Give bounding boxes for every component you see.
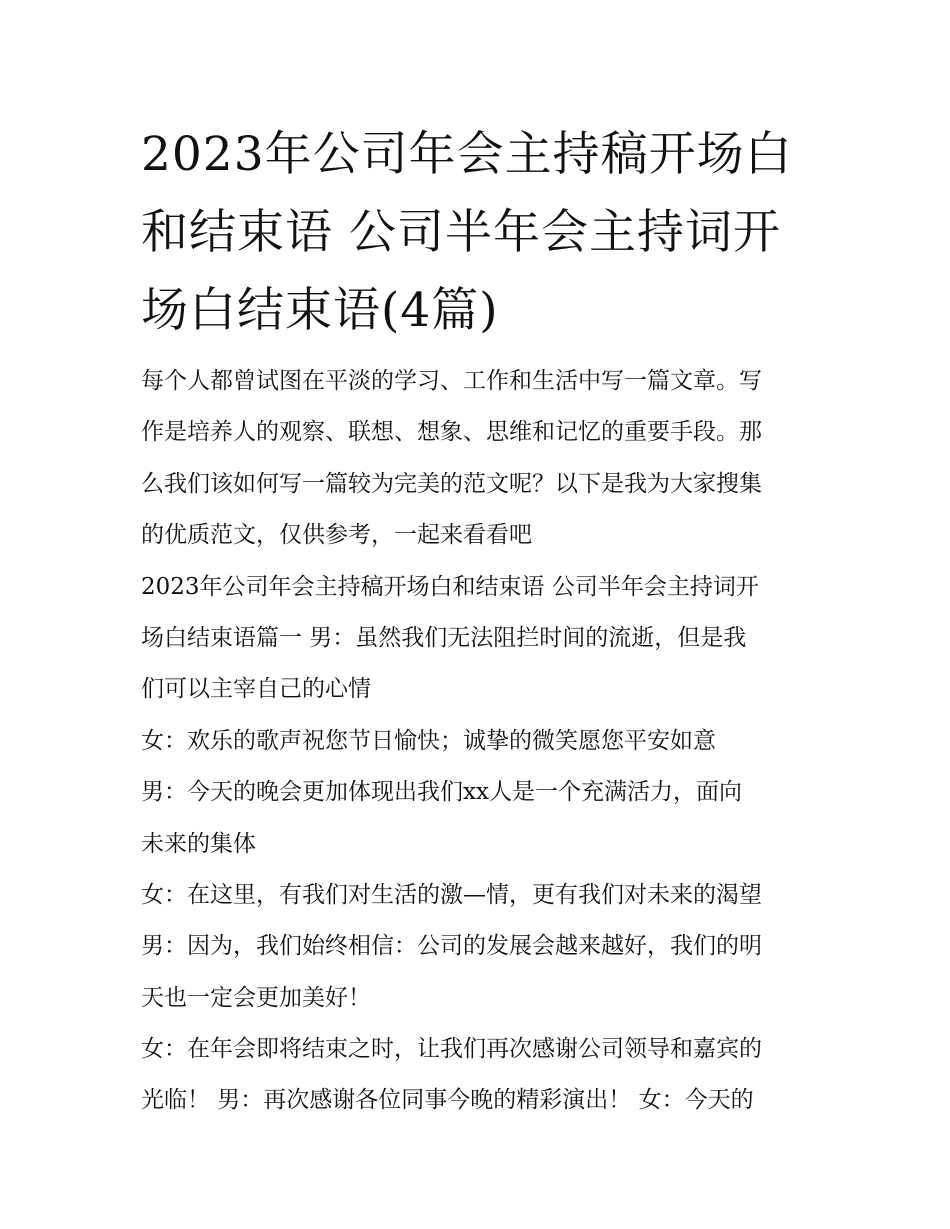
- body-line: 2023年公司年会主持稿开场白和结束语 公司半年会主持词开: [141, 573, 759, 600]
- body-line: 男：因为，我们始终相信：公司的发展会越来越好，我们的明: [141, 933, 762, 960]
- body-line: 女：在这里，有我们对生活的激—情，更有我们对未来的渴望: [141, 881, 762, 908]
- body-line: 场白结束语篇一 男：虽然我们无法阻拦时间的流逝，但是我: [141, 624, 747, 651]
- body-line: 每个人都曾试图在平淡的学习、工作和生活中写一篇文章。写: [141, 368, 762, 394]
- body-line: 作是培养人的观察、联想、想象、思维和记忆的重要手段。那: [141, 419, 762, 446]
- body-line: 天也一定会更加美好！: [141, 984, 371, 1011]
- title-line: 2023年公司年会主持稿开场白: [141, 127, 793, 182]
- body-line: 的优质范文，仅供参考，一起来看看吧: [141, 522, 532, 549]
- document-title: [141, 116, 821, 350]
- body-line: 光临！ 男：再次感谢各位同事今晚的精彩演出！ 女：今天的: [141, 1087, 754, 1114]
- title-line: 和结束语 公司半年会主持词开: [141, 205, 781, 260]
- body-line: 未来的集体: [141, 830, 256, 857]
- body-line: 女：欢乐的歌声祝您节日愉快；诚挚的微笑愿您平安如意: [141, 727, 716, 754]
- document-body: [141, 356, 831, 1127]
- body-line: 么我们该如何写一篇较为完美的范文呢？以下是我为大家搜集: [141, 470, 762, 497]
- title-line: 场白结束语(4篇): [141, 283, 499, 338]
- body-line: 男：今天的晚会更加体现出我们xx人是一个充满活力，面向: [141, 779, 742, 806]
- body-line: 们可以主宰自己的心情: [141, 676, 371, 703]
- body-line: 女：在年会即将结束之时，让我们再次感谢公司领导和嘉宾的: [141, 1036, 762, 1063]
